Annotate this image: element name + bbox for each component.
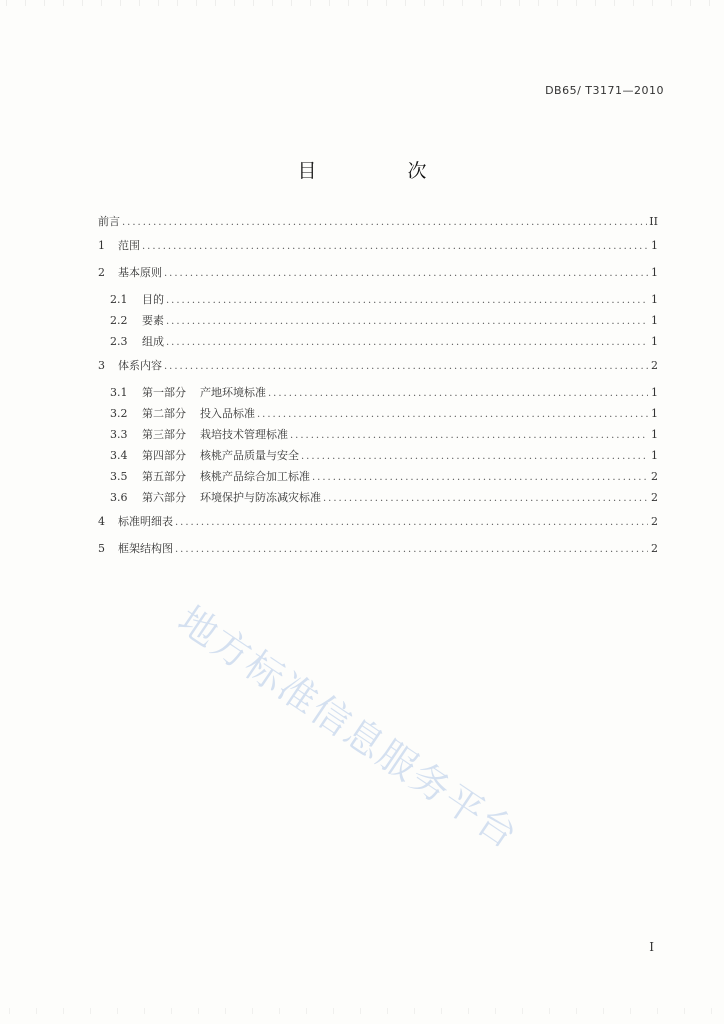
toc-leader-dots <box>164 268 648 279</box>
toc-entry-part-4[interactable] <box>98 447 658 468</box>
toc-page-number: 1 <box>651 407 658 420</box>
toc-leader-dots <box>323 493 648 504</box>
toc-page-number: 1 <box>651 239 658 252</box>
toc-entry-scope[interactable] <box>98 237 658 264</box>
toc-entry-number: 2.2 <box>110 314 128 327</box>
table-of-contents <box>98 213 658 567</box>
toc-entry-number: 3 <box>98 359 105 372</box>
toc-entry-part-6[interactable] <box>98 489 658 513</box>
toc-entry-system-content[interactable] <box>98 357 658 384</box>
toc-page-number: 1 <box>651 449 658 462</box>
toc-leader-dots <box>166 295 648 306</box>
toc-leader-dots <box>175 544 648 555</box>
scan-noise-top <box>0 0 724 6</box>
toc-entry-standards-list[interactable] <box>98 513 658 540</box>
toc-entry-text: 要素 <box>142 314 164 327</box>
toc-page-number: 2 <box>651 542 658 555</box>
toc-leader-dots <box>166 316 648 327</box>
toc-page-number: 1 <box>651 428 658 441</box>
toc-entry-text: 前言 <box>98 215 120 228</box>
toc-entry-text: 第六部分 <box>142 491 186 504</box>
toc-leader-dots <box>301 451 648 462</box>
toc-entry-subtitle: 产地环境标准 <box>200 386 266 399</box>
toc-entry-number: 5 <box>98 542 105 555</box>
toc-entry-part-2[interactable] <box>98 405 658 426</box>
toc-page-number: 1 <box>651 335 658 348</box>
toc-entry-foreword[interactable] <box>98 213 658 237</box>
toc-entry-text: 体系内容 <box>118 359 162 372</box>
toc-leader-dots <box>312 472 648 483</box>
toc-entry-text: 目的 <box>142 293 164 306</box>
toc-entry-basic-principles[interactable] <box>98 264 658 291</box>
toc-entry-number: 3.1 <box>110 386 128 399</box>
toc-entry-subtitle: 环境保护与防冻减灾标准 <box>200 491 321 504</box>
toc-entry-text: 标准明细表 <box>118 515 173 528</box>
toc-page-number: 2 <box>651 515 658 528</box>
toc-entry-number: 4 <box>98 515 105 528</box>
toc-leader-dots <box>142 241 648 252</box>
toc-entry-part-3[interactable] <box>98 426 658 447</box>
toc-entry-number: 2.1 <box>110 293 128 306</box>
toc-entry-text: 范围 <box>118 239 140 252</box>
toc-page-number: 1 <box>651 386 658 399</box>
toc-leader-dots <box>164 361 648 372</box>
toc-entry-number: 2.3 <box>110 335 128 348</box>
toc-entry-number: 3.5 <box>110 470 128 483</box>
toc-leader-dots <box>175 517 648 528</box>
toc-page-number: 2 <box>651 359 658 372</box>
toc-entry-subtitle: 核桃产品质量与安全 <box>200 449 299 462</box>
toc-leader-dots <box>257 409 648 420</box>
toc-entry-text: 组成 <box>142 335 164 348</box>
toc-entry-subtitle: 投入品标准 <box>200 407 255 420</box>
toc-entry-text: 第一部分 <box>142 386 186 399</box>
toc-entry-text: 第四部分 <box>142 449 186 462</box>
standard-code: DB65/ T3171—2010 <box>545 84 664 97</box>
toc-leader-dots <box>268 388 648 399</box>
toc-leader-dots <box>122 217 647 228</box>
watermark-text: 地方标准信息服务平台 <box>170 597 527 858</box>
toc-entry-text: 基本原则 <box>118 266 162 279</box>
toc-entry-text: 第五部分 <box>142 470 186 483</box>
toc-page-number: 2 <box>651 491 658 504</box>
toc-leader-dots <box>290 430 648 441</box>
toc-leader-dots <box>166 337 648 348</box>
scan-noise-bottom <box>0 1008 724 1014</box>
page-number: I <box>649 940 654 954</box>
toc-page-number: 1 <box>651 293 658 306</box>
toc-entry-framework-diagram[interactable] <box>98 540 658 567</box>
toc-entry-text: 第二部分 <box>142 407 186 420</box>
toc-entry-purpose[interactable] <box>98 291 658 312</box>
toc-title: 目 次 <box>297 160 463 182</box>
toc-entry-number: 2 <box>98 266 105 279</box>
toc-page-number: II <box>649 215 658 228</box>
toc-entry-elements[interactable] <box>98 312 658 333</box>
toc-entry-number: 3.4 <box>110 449 128 462</box>
toc-entry-part-5[interactable] <box>98 468 658 489</box>
toc-entry-text: 第三部分 <box>142 428 186 441</box>
toc-entry-number: 3.3 <box>110 428 128 441</box>
toc-page-number: 2 <box>651 470 658 483</box>
toc-entry-number: 3.2 <box>110 407 128 420</box>
toc-entry-number: 3.6 <box>110 491 128 504</box>
toc-entry-composition[interactable] <box>98 333 658 357</box>
toc-entry-subtitle: 栽培技术管理标准 <box>200 428 288 441</box>
toc-entry-text: 框架结构图 <box>118 542 173 555</box>
toc-entry-subtitle: 核桃产品综合加工标准 <box>200 470 310 483</box>
toc-entry-number: 1 <box>98 239 105 252</box>
toc-page-number: 1 <box>651 266 658 279</box>
toc-entry-part-1[interactable] <box>98 384 658 405</box>
toc-page-number: 1 <box>651 314 658 327</box>
